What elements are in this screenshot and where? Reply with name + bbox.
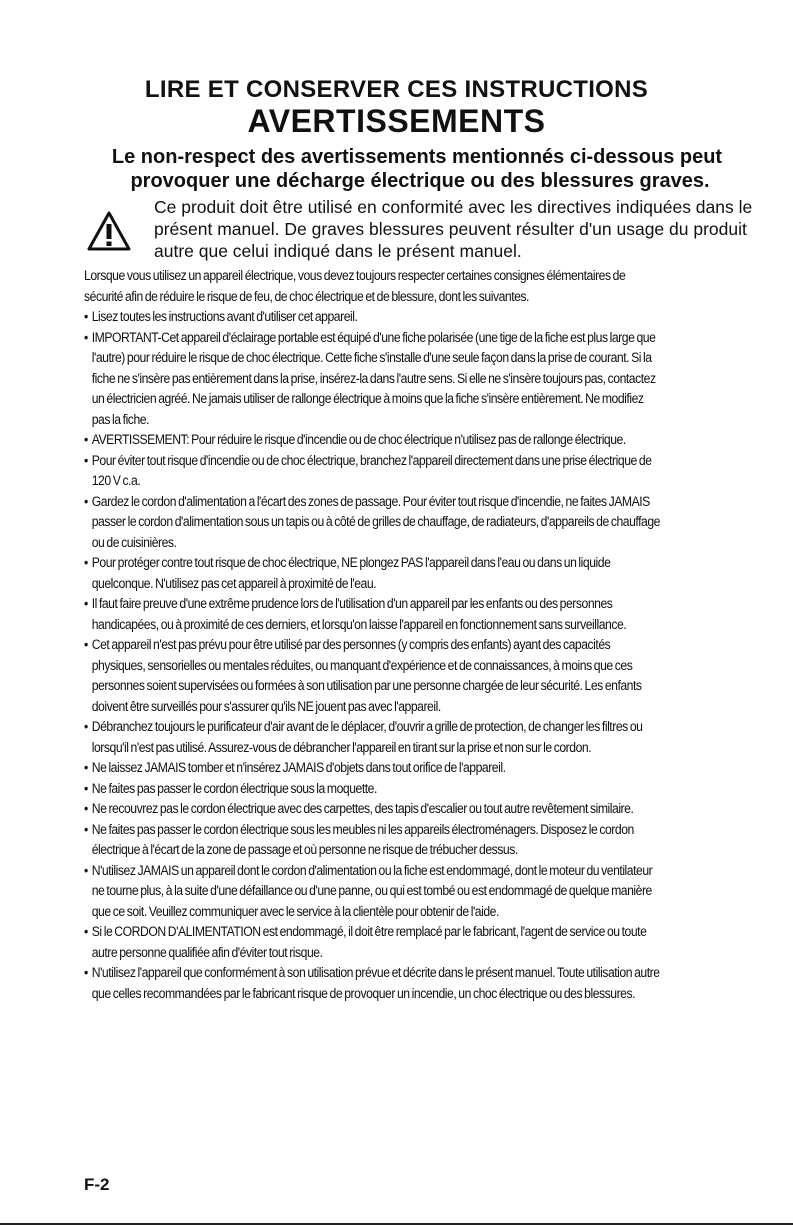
safety-item: • Il faut faire preuve d'une extrême prudence lors de l'utilisation d'un appareil par les enfants ou des personnes handicapées, ou à proximité de ces derniers, et lorsqu'on laisse l'appareil en fonctionnement sans surveillance. [84, 594, 662, 635]
page-title: LIRE ET CONSERVER CES INSTRUCTIONS [144, 76, 649, 103]
safety-item: • N'utilisez l'appareil que conformément à son utilisation prévue et décrite dans le présent manuel. Toute utilisation autre que celles recommandées par le fabricant risque de provoquer un incendie, un choc électrique ou des blessures. [84, 963, 662, 1004]
safety-item: • Ne laissez JAMAIS tomber et n'insérez JAMAIS d'objets dans tout orifice de l'appareil. [84, 758, 662, 779]
safety-list [84, 307, 662, 1004]
safety-item: • Ne recouvrez pas le cordon électrique avec des carpettes, des tapis d'escalier ou tout autre revêtement similaire. [84, 799, 662, 820]
safety-item: • Pour protéger contre tout risque de choc électrique, NE plongez PAS l'appareil dans l'eau ou dans un liquide quelconque. N'utilisez pas cet appareil à proximité de l'eau. [84, 553, 662, 594]
safety-item: • Débranchez toujours le purificateur d'air avant de le déplacer, d'ouvrir a grille de protection, de changer les filtres ou lorsqu'il n'est pas utilisé. Assurez-vous de débrancher l'appareil en tirant sur la prise et non sur le cordon. [84, 717, 662, 758]
safety-item: • Pour éviter tout risque d'incendie ou de choc électrique, branchez l'appareil directement dans une prise électrique de 120 V c.a. [84, 451, 662, 492]
safety-instructions [84, 266, 662, 1004]
page-number: F-2 [84, 1175, 110, 1194]
safety-item: • Cet appareil n'est pas prévu pour être utilisé par des personnes (y compris des enfants) ayant des capacités physiques, sensorielles ou mentales réduites, ou manquant d'expérience et de connaissances, à moins que ces personnes soient supervisées ou formées à son utilisation par une personne chargée de leur sécurité. Les enfants doivent être surveillés pour s'assurer qu'ils NE jouent pas avec l'appareil. [84, 635, 662, 717]
safety-item: • IMPORTANT-Cet appareil d'éclairage portable est équipé d'une fiche polarisée (une tige de la fiche est plus large que l'autre) pour réduire le risque de choc électrique. Cette fiche s'installe d'une seule façon dans la prise de courant. Si la fiche ne s'insère pas entièrement dans la prise, insérez-la dans l'autre sens. Si elle ne s'insère toujours pas, contactez un électricien agréé. Ne jamais utiliser de rallonge électrique à moins que la fiche s'insère entièrement. Ne modifiez pas la fiche. [84, 328, 662, 431]
safety-item: • N'utilisez JAMAIS un appareil dont le cordon d'alimentation ou la fiche est endommagé, dont le moteur du ventilateur ne tourne plus, à la suite d'une défaillance ou d'une panne, ou qui est tombé ou est endommagé de quelque manière que ce soit. Veuillez communiquer avec le service à la clientèle pour obtenir de l'aide. [84, 861, 662, 923]
safety-item: • Ne faites pas passer le cordon électrique sous les meubles ni les appareils électroménagers. Disposez le cordon électrique à l'écart de la zone de passage et où personne ne risque de trébucher dessus. [84, 820, 662, 861]
safety-item: • Si le CORDON D'ALIMENTATION est endommagé, il doit être remplacé par le fabricant, l'agent de service ou toute autre personne qualifiée afin d'éviter tout risque. [84, 922, 662, 963]
safety-item: • Gardez le cordon d'alimentation a l'écart des zones de passage. Pour éviter tout risque d'incendie, ne faites JAMAIS passer le cordon d'alimentation sous un tapis ou à côté de grilles de chauffage, de radiateurs, d'appareils de chauffage ou de cuisinières. [84, 492, 662, 554]
safety-intro: Lorsque vous utilisez un appareil électrique, vous devez toujours respecter certaines consignes élémentaires de sécurité afin de réduire le risque de feu, de choc électrique et de blessure, dont les suivantes. [84, 268, 626, 305]
section-title: AVERTISSEMENTS [247, 103, 546, 139]
safety-item: • AVERTISSEMENT: Pour réduire le risque d'incendie ou de choc électrique n'utilisez pas de rallonge électrique. [84, 430, 662, 451]
warning-intro-line-2: provoquer une décharge électrique ou des blessures graves. [130, 170, 710, 192]
warning-intro-line-1: Le non-respect des avertissements mentionnés ci-dessous peut [111, 146, 723, 168]
warning-text: Ce produit doit être utilisé en conformité avec les directives indiquées dans le présent manuel. De graves blessures peuvent résulter d'un usage du produit autre que celui indiqué dans le présent manuel. [154, 197, 753, 261]
safety-item: • Ne faites pas passer le cordon électrique sous la moquette. [84, 779, 662, 800]
safety-item: • Lisez toutes les instructions avant d'utiliser cet appareil. [84, 307, 662, 328]
warning-triangle-icon [86, 210, 132, 252]
